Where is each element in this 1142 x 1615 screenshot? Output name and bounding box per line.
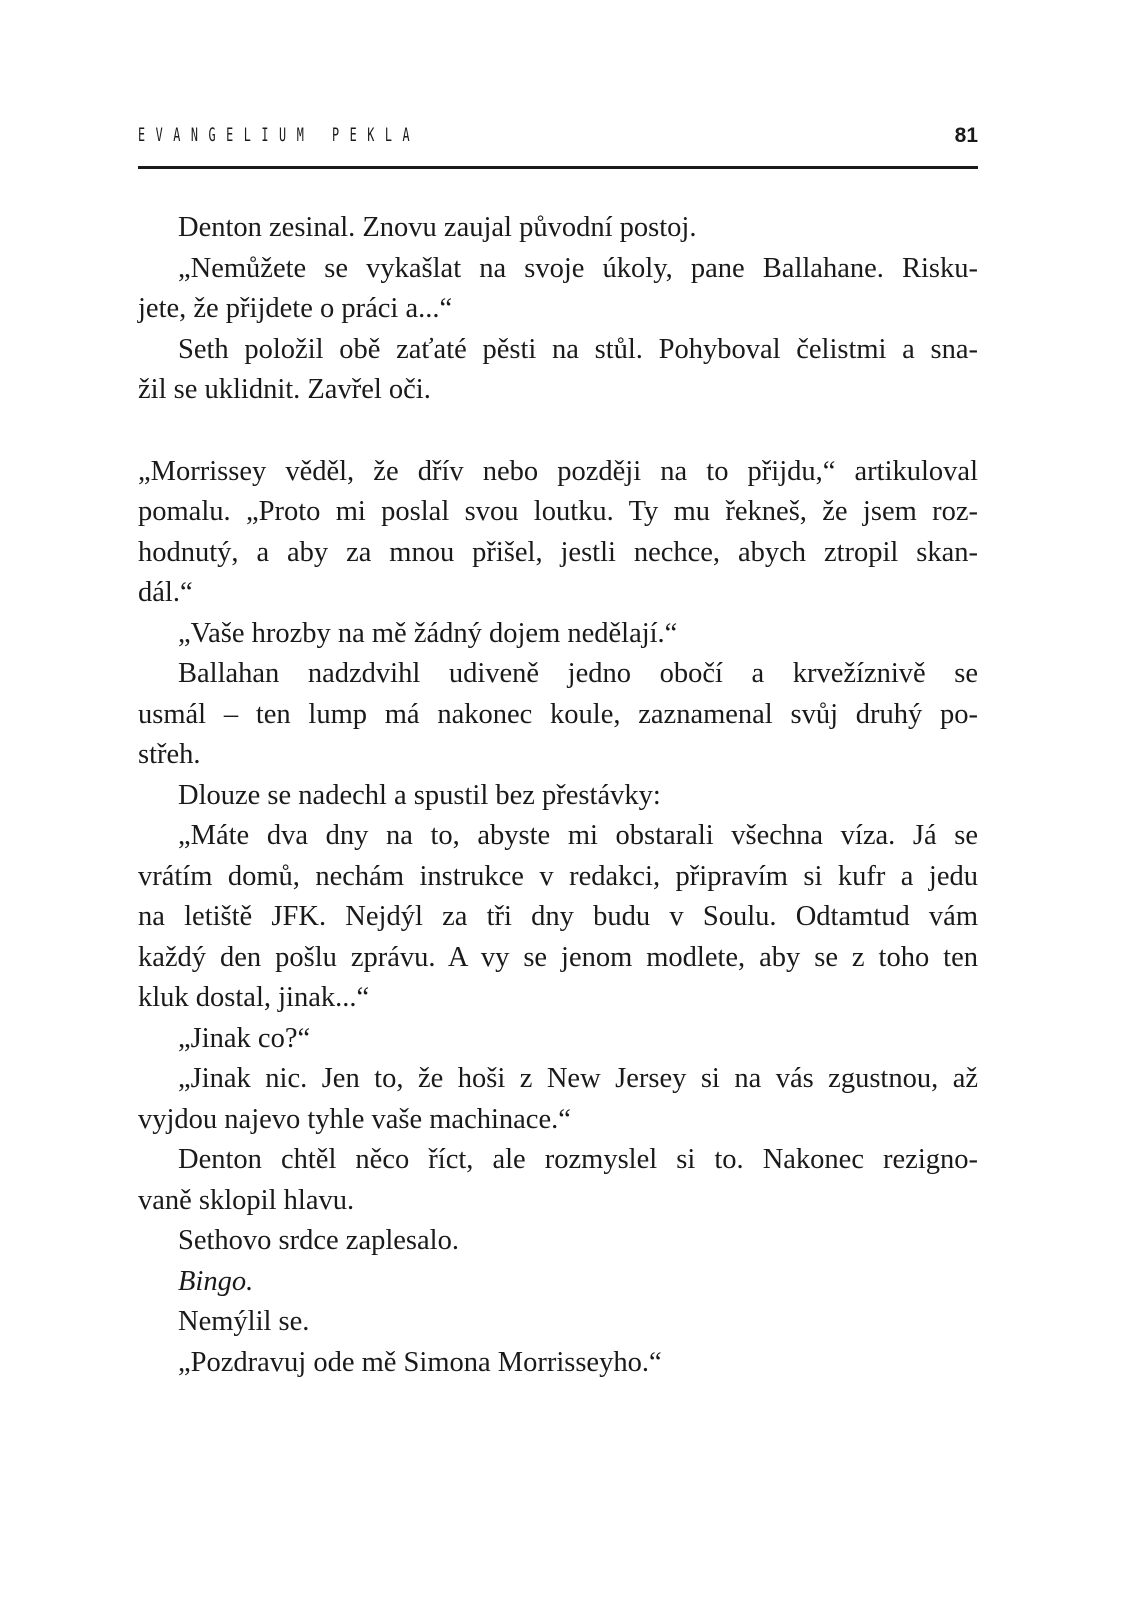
text-line-content: „Máte dva dny na to, abyste mi obstarali všechna víza. Já se	[178, 820, 978, 851]
text-line	[138, 533, 978, 574]
text-line	[138, 776, 978, 817]
text-line	[138, 938, 978, 979]
text-line-content: Ballahan nadzdvihl udiveně jedno obočí a krvežíznivě se	[178, 658, 978, 689]
text-line-content: vrátím domů, nechám instrukce v redakci, připravím si kufr a jedu	[138, 860, 978, 892]
text-line-content: Sethovo srdce zaplesalo.	[178, 1225, 459, 1256]
text-line	[138, 614, 978, 655]
text-line	[138, 1302, 978, 1343]
text-line-content: Denton chtěl něco říct, ale rozmyslel si to. Nakonec rezigno-	[178, 1144, 978, 1175]
text-line-content: „Pozdravuj ode mě Simona Morrisseyho.“	[178, 1346, 662, 1378]
text-line-content: Dlouze se nadechl a spustil bez přestávky:	[178, 779, 661, 811]
header-rule	[138, 166, 978, 169]
text-line	[138, 897, 978, 938]
text-line	[138, 1140, 978, 1181]
text-line-content: vyjdou najevo tyhle vaše machinace.“	[138, 1103, 571, 1135]
text-line-content: každý den pošlu zprávu. A vy se jenom modlete, aby se z toho ten	[138, 941, 978, 973]
text-line	[138, 1262, 978, 1303]
text-line	[138, 654, 978, 695]
text-line-content: žil se uklidnit. Zavřel oči.	[138, 374, 431, 405]
text-line-content: střeh.	[138, 739, 201, 770]
text-line	[138, 330, 978, 371]
text-line-content: Nemýlil se.	[178, 1306, 310, 1337]
text-line-content: Denton zesinal. Znovu zaujal původní postoj.	[178, 212, 697, 243]
text-line	[138, 978, 978, 1019]
text-line	[138, 1221, 978, 1262]
text-line	[138, 1343, 978, 1384]
running-header	[138, 124, 978, 154]
text-line-content: usmál – ten lump má nakonec koule, zaznamenal svůj druhý po-	[138, 698, 978, 730]
text-line-content: „Vaše hrozby na mě žádný dojem nedělají.“	[178, 617, 678, 649]
text-line	[138, 249, 978, 290]
text-line-content: „Jinak co?“	[178, 1022, 311, 1054]
text-line	[138, 816, 978, 857]
text-line	[138, 208, 978, 249]
text-line	[138, 1181, 978, 1222]
text-line-content: „Jinak nic. Jen to, že hoši z New Jersey si na vás zgustnou, až	[178, 1063, 978, 1094]
running-title: EVANGELIUM PEKLA	[138, 124, 421, 146]
text-line-content: pomalu. „Proto mi poslal svou loutku. Ty mu řekneš, že jsem roz-	[138, 496, 978, 527]
text-line-content: hodnutý, a aby za mnou přišel, jestli nechce, abych ztropil skan-	[138, 536, 978, 568]
blank-line	[138, 411, 978, 452]
text-line-content: „Nemůžete se vykašlat na svoje úkoly, pane Ballahane. Risku-	[178, 252, 978, 284]
text-line	[138, 492, 978, 533]
text-line	[138, 573, 978, 614]
text-line	[138, 695, 978, 736]
body-text	[138, 208, 978, 1383]
text-line-content: kluk dostal, jinak...“	[138, 982, 370, 1013]
text-line	[138, 1100, 978, 1141]
text-line	[138, 1059, 978, 1100]
text-line-content: Seth položil obě zaťaté pěsti na stůl. Pohyboval čelistmi a sna-	[178, 333, 978, 365]
text-line	[138, 289, 978, 330]
text-line	[138, 370, 978, 411]
text-line-content: jete, že přijdete o práci a...“	[138, 293, 453, 324]
text-line-content: dál.“	[138, 577, 193, 608]
text-line	[138, 735, 978, 776]
text-line-content: vaně sklopil hlavu.	[138, 1184, 355, 1216]
text-line	[138, 1019, 978, 1060]
text-line-content: na letiště JFK. Nejdýl za tři dny budu v Soulu. Odtamtud vám	[138, 901, 978, 932]
text-line	[138, 857, 978, 898]
text-line	[138, 452, 978, 493]
text-line-content: „Morrissey věděl, že dřív nebo později na to přijdu,“ artikuloval	[138, 455, 978, 487]
page-number: 81	[954, 124, 978, 147]
text-line-content: Bingo.	[178, 1265, 254, 1297]
